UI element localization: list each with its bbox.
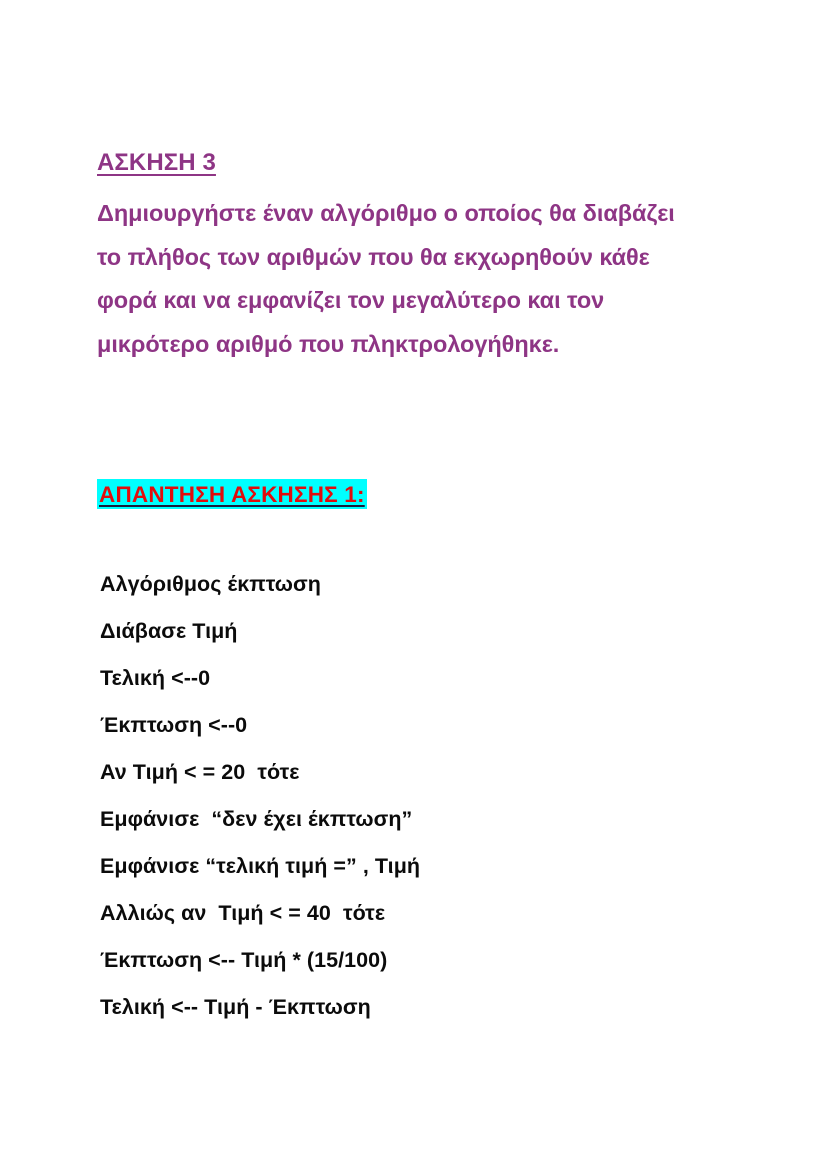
algorithm-line: Αλγόριθμος έκπτωση xyxy=(100,572,321,596)
algorithm-line: Αλλιώς αν Τιμή < = 40 τότε xyxy=(100,901,386,925)
algorithm-line: Διάβασε Τιμή xyxy=(100,619,238,643)
answer-heading-highlighted: ΑΠΑΝΤΗΣΗ ΑΣΚΗΣΗΣ 1: xyxy=(97,479,367,509)
algorithm-line: Τελική <-- Τιμή - Έκπτωση xyxy=(100,995,371,1019)
algorithm-listing xyxy=(97,561,737,1031)
exercise-heading: ΑΣΚΗΣΗ 3 xyxy=(97,149,216,176)
algorithm-line: Έκπτωση <--0 xyxy=(100,713,248,737)
exercise-body-text: Δημιουργήστε έναν αλγόριθμο ο οποίος θα διαβάζει το πλήθος των αριθμών που θα εκχωρηθούν κάθε φορά και να εμφανίζει τον μεγαλύτερο και τον μικρότερο αριθμό που πληκτρολογήθηκε. xyxy=(97,200,675,357)
answer-section xyxy=(97,479,737,511)
algorithm-line: Εμφάνισε “τελική τιμή =” , Τιμή xyxy=(100,854,421,878)
algorithm-line: Τελική <--0 xyxy=(100,666,211,690)
algorithm-line: Εμφάνισε “δεν έχει έκπτωση” xyxy=(100,807,413,831)
document-content xyxy=(97,148,737,1031)
algorithm-line: Έκπτωση <-- Τιμή * (15/100) xyxy=(100,948,388,972)
algorithm-line: Αν Τιμή < = 20 τότε xyxy=(100,760,300,784)
